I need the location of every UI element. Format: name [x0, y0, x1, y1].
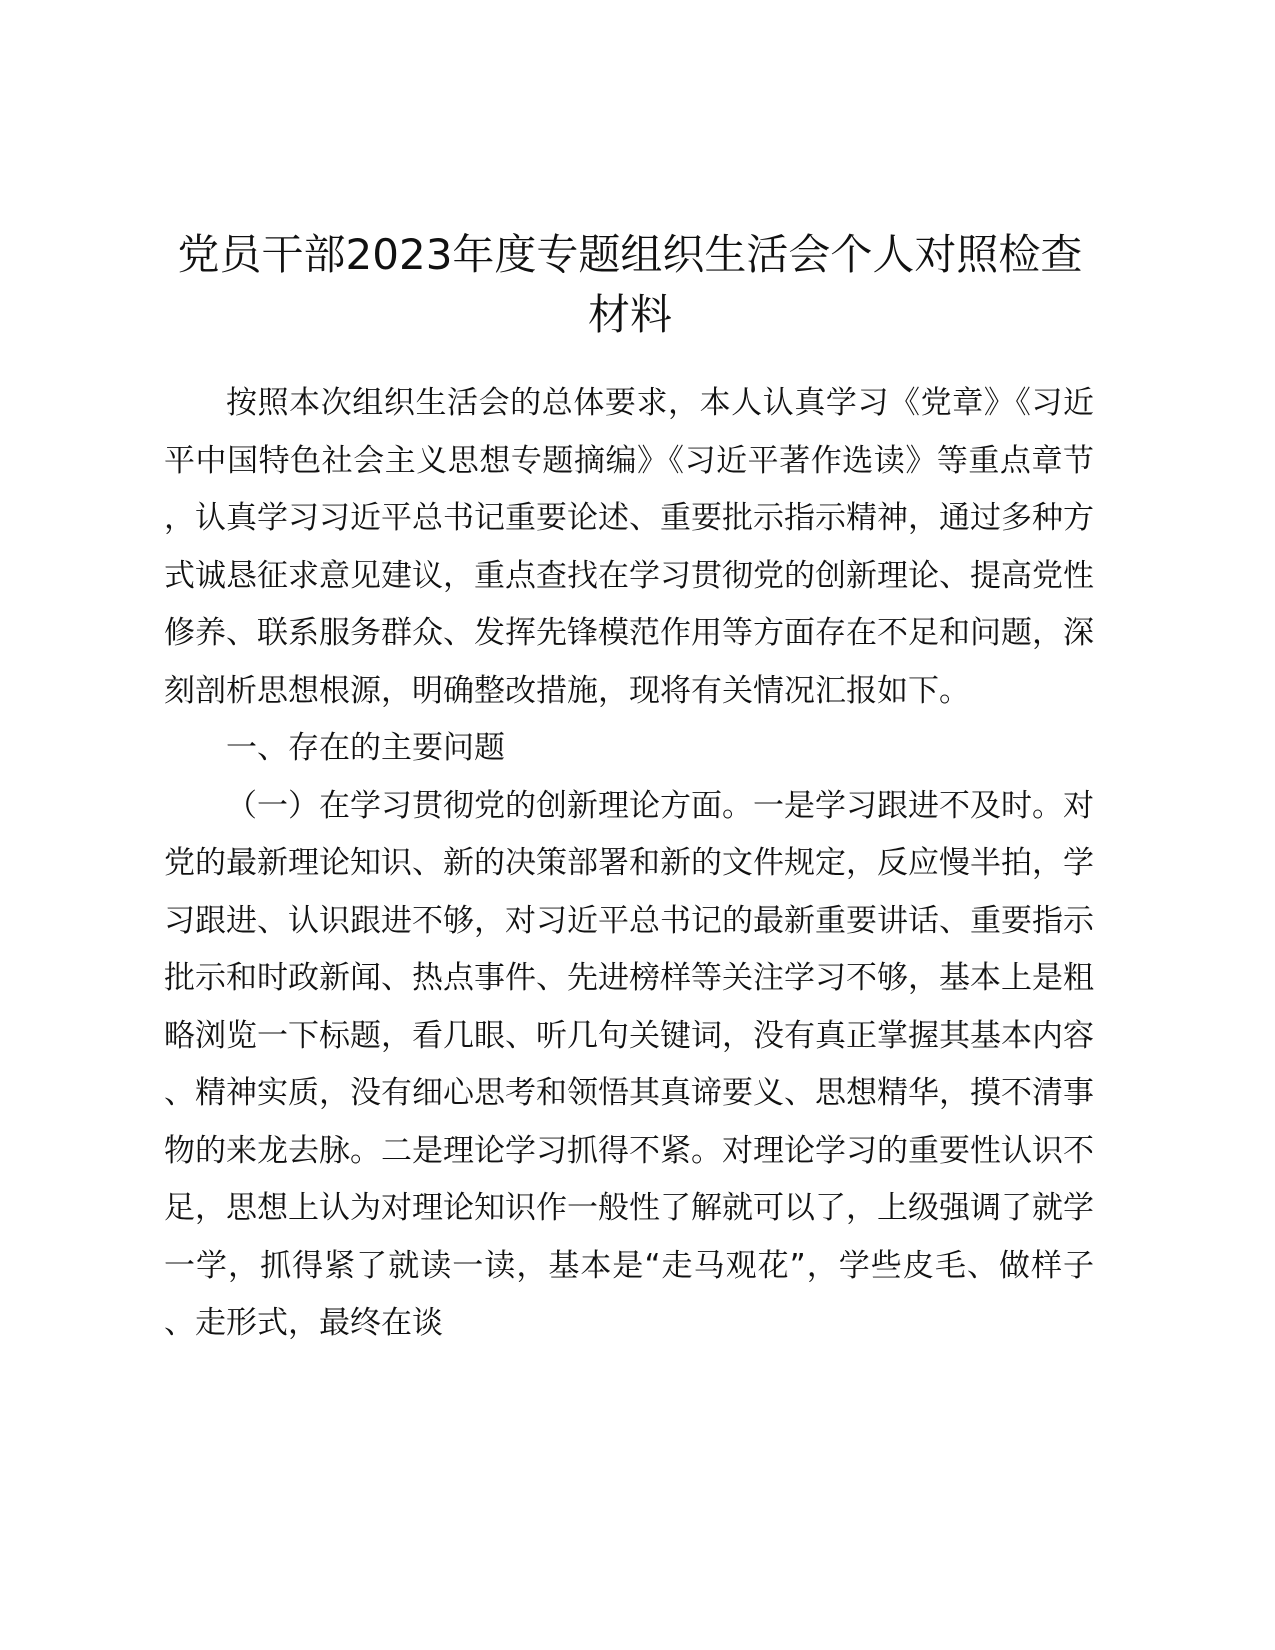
- body-paragraph: （一）在学习贯彻党的创新理论方面。一是学习跟进不及时。对党的最新理论知识、新的决策部署和新的文件规定，反应慢半拍，学习跟进、认识跟进不够，对习近平总书记的最新重要讲话、重要指示批示和时政新闻、热点事件、先进榜样等关注学习不够，基本上是粗略浏览一下标题，看几眼、听几句关键词，没有真正掌握其基本内容、精神实质，没有细心思考和领悟其真谛要义、思想精华，摸不清事物的来龙去脉。二是理论学习抓得不紧。对理论学习的重要性认识不足，思想上认为对理论知识作一般性了解就可以了，上级强调了就学一学，抓得紧了就读一读，基本是“走马观花”，学些皮毛、做样子、走形式，最终在谈: [164, 787, 1094, 1341]
- section-heading: 一、存在的主要问题: [226, 730, 505, 766]
- document-title: 党员干部2023年度专题组织生活会个人对照检查材料: [177, 230, 1083, 339]
- document-body: [164, 375, 1094, 1353]
- intro-paragraph: 按照本次组织生活会的总体要求，本人认真学习《党章》《习近平中国特色社会主义思想专题摘编》《习近平著作选读》等重点章节，认真学习习近平总书记重要论述、重要批示指示精神，通过多种方式诚恳征求意见建议，重点查找在学习贯彻党的创新理论、提高党性修养、联系服务群众、发挥先锋模范作用等方面存在不足和问题，深刻剖析思想根源，明确整改措施，现将有关情况汇报如下。: [164, 385, 1094, 709]
